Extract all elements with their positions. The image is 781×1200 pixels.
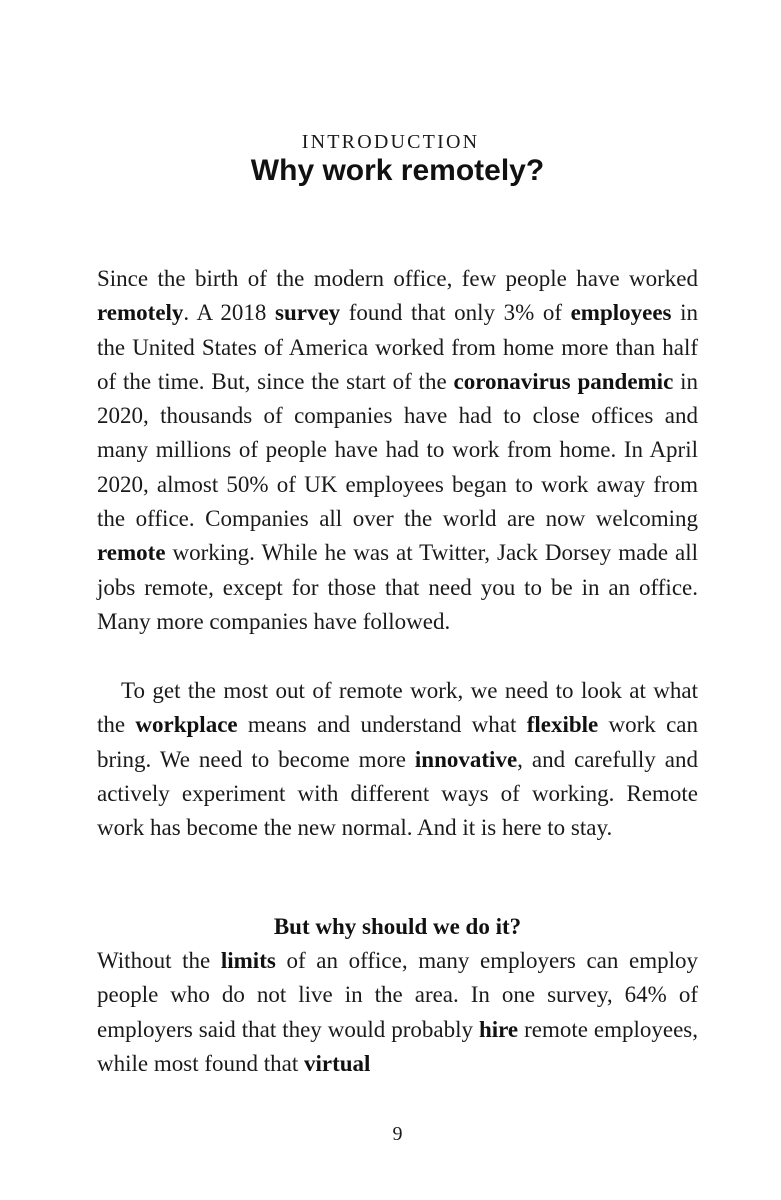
chapter-title: Why work remotely? (250, 154, 545, 187)
paragraph-3 (97, 944, 698, 1081)
text-run: means and understand what (237, 712, 527, 738)
text-run: Without the (97, 948, 221, 973)
keyword-workplace: workplace (135, 712, 238, 738)
text-run: in the United States of America worked from home more than half of the time. But, since the start of the (97, 300, 698, 394)
chapter-label: INTRODUCTION (301, 131, 480, 153)
paragraph-2 (97, 674, 698, 845)
text-run: remote employees, while most found that (97, 1016, 698, 1076)
text-run: in 2020, thousands of companies have had to close offices and many millions of people have had to work from home. In April 2020, almost 50% of UK employees began to work away from the office. Companies all over the world are now welcoming (97, 368, 698, 532)
keyword-employees: employees (570, 300, 672, 326)
keyword-flexible: flexible (526, 712, 599, 738)
keyword-remotely: remotely (97, 300, 184, 326)
paragraph-1 (97, 262, 698, 639)
text-run: , and carefully and actively experiment with different ways of working. Remote work has become the new normal. And it is here to stay. (97, 746, 698, 841)
keyword-virtual: virtual (303, 1050, 371, 1076)
section-subheading: But why should we do it? (273, 914, 522, 939)
keyword-innovative: innovative (414, 746, 518, 772)
text-run: To get the most out of remote work, we need to look at what the (97, 678, 698, 738)
text-run: . A 2018 (183, 300, 276, 326)
keyword-remote: remote (97, 540, 166, 566)
text-run: Since the birth of the modern office, few people have worked (97, 266, 698, 291)
text-run: found that only 3% of (340, 300, 571, 326)
keyword-survey: survey (275, 300, 341, 326)
keyword-coronavirus-pandemic: coronavirus pandemic (453, 368, 674, 394)
text-run: of an office, many employers can employ people who do not live in the area. In one survey, 64% of employers said that they would probably (97, 948, 698, 1042)
keyword-limits: limits (220, 948, 276, 973)
keyword-hire: hire (478, 1016, 519, 1042)
text-run: work can bring. We need to become more (97, 712, 699, 772)
page-number: 9 (392, 1123, 403, 1145)
text-run: working. While he was at Twitter, Jack Dorsey made all jobs remote, except for those that need you to be in an office. Many more companies have followed. (97, 540, 698, 634)
